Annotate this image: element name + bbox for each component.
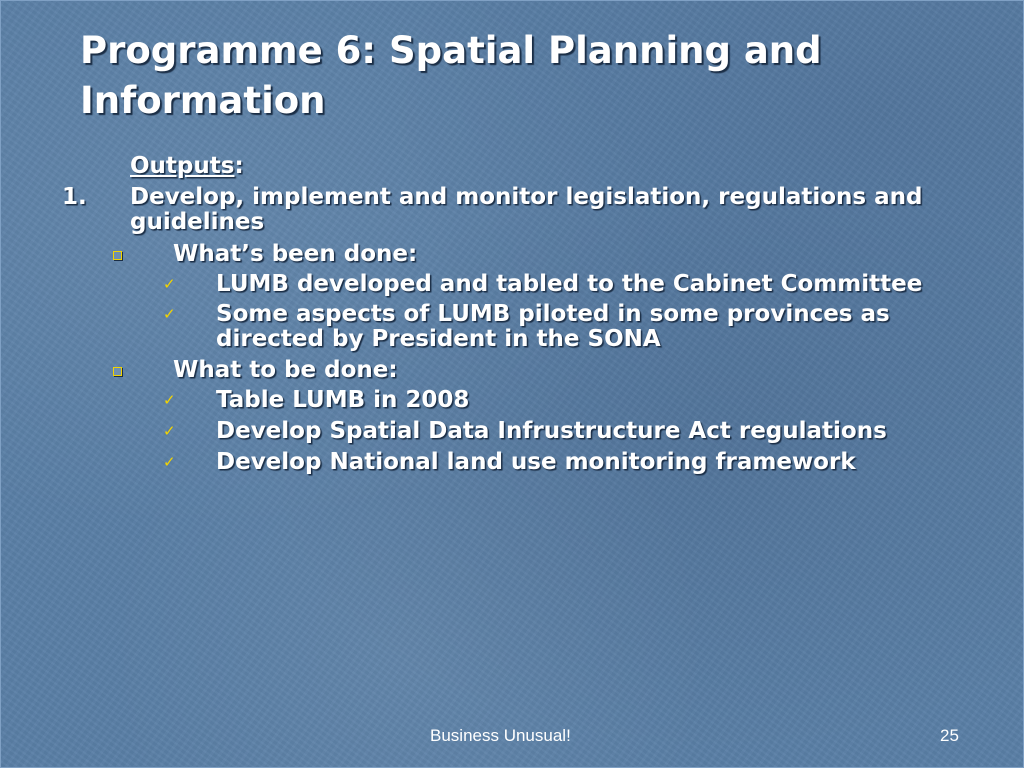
checkmark-icon: ✓: [163, 275, 176, 293]
done-item-2-line1: Some aspects of LUMB piloted in some provinces as: [216, 301, 890, 327]
outputs-heading: [130, 154, 244, 179]
checkmark-icon: ✓: [163, 453, 176, 471]
item-text-line1: Develop, implement and monitor legislation, regulations and: [130, 184, 923, 210]
todo-item-1: Table LUMB in 2008: [216, 387, 470, 413]
done-item-1: LUMB developed and tabled to the Cabinet Committee: [216, 271, 923, 297]
outputs-label: Outputs: [130, 153, 235, 179]
todo-heading: What to be done:: [173, 357, 398, 383]
page-number: 25: [940, 726, 959, 745]
done-heading: What’s been done:: [173, 241, 418, 267]
done-item-2-line2: directed by President in the SONA: [216, 326, 661, 352]
checkmark-icon: ✓: [163, 305, 176, 323]
footer-text: Business Unusual!: [430, 726, 571, 745]
checkmark-icon: ✓: [163, 422, 176, 440]
item-number: 1.: [62, 184, 87, 210]
hollow-square-bullet-icon: [113, 251, 122, 260]
outputs-colon: :: [234, 153, 244, 179]
todo-item-3: Develop National land use monitoring framework: [216, 449, 856, 475]
todo-item-2: Develop Spatial Data Infrustructure Act regulations: [216, 418, 887, 444]
slide-title: Programme 6: Spatial Planning and Information: [80, 29, 822, 122]
item-text-line2: guidelines: [130, 209, 265, 235]
checkmark-icon: ✓: [163, 391, 176, 409]
hollow-square-bullet-icon: [113, 367, 122, 376]
